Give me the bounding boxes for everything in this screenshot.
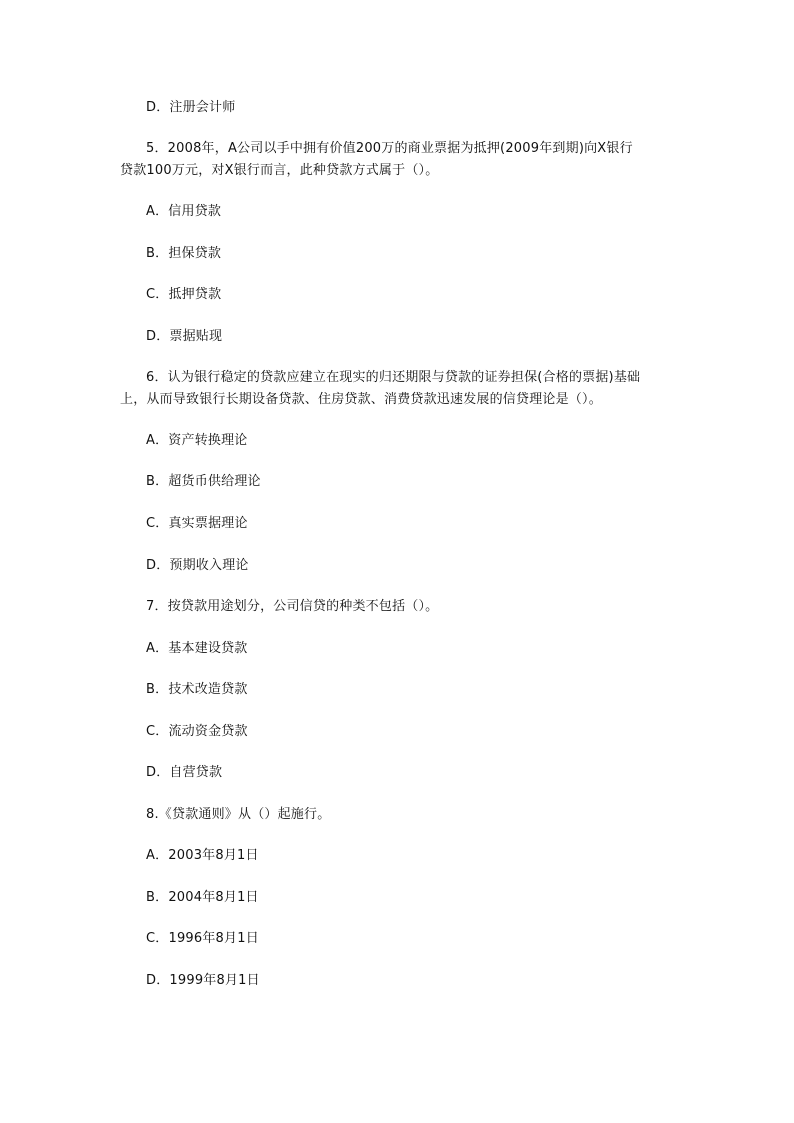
question-6-stem-line-1: 6．认为银行稳定的贷款应建立在现实的归还期限与贷款的证券担保(合格的票据)基础 — [146, 370, 641, 385]
question-5-stem-line-2: 贷款100万元，对X银行而言，此种贷款方式属于（）。 — [120, 163, 439, 178]
option-q5-c: C．抵押贷款 — [146, 287, 222, 302]
option-q7-c: C．流动资金贷款 — [146, 724, 248, 739]
question-8-stem-line-1: 8.《贷款通则》从（）起施行。 — [146, 807, 331, 822]
option-q8-c: C．1996年8月1日 — [146, 931, 259, 946]
option-q6-b: B．超货币供给理论 — [146, 474, 261, 489]
option-q7-a: A．基本建设贷款 — [146, 641, 248, 656]
question-5-stem-line-1: 5．2008年，A公司以手中拥有价值200万的商业票据为抵押(2009年到期)向X银行 — [146, 141, 633, 156]
option-q5-b: B．担保贷款 — [146, 246, 222, 261]
option-q4-d: D．注册会计师 — [146, 100, 236, 115]
option-q5-d: D．票据贴现 — [146, 329, 223, 344]
option-q8-d: D．1999年8月1日 — [146, 973, 260, 988]
question-6-stem-line-2: 上，从而导致银行长期设备贷款、住房贷款、消费贷款迅速发展的信贷理论是（）。 — [120, 392, 602, 407]
option-q7-d: D．自营贷款 — [146, 765, 223, 780]
question-7-stem-line-1: 7．按贷款用途划分，公司信贷的种类不包括（）。 — [146, 599, 439, 614]
option-q6-a: A．资产转换理论 — [146, 433, 248, 448]
option-q6-d: D．预期收入理论 — [146, 558, 249, 573]
option-q6-c: C．真实票据理论 — [146, 516, 248, 531]
option-q5-a: A．信用贷款 — [146, 204, 222, 219]
option-q7-b: B．技术改造贷款 — [146, 682, 248, 697]
option-q8-b: B．2004年8月1日 — [146, 890, 259, 905]
option-q8-a: A．2003年8月1日 — [146, 848, 259, 863]
